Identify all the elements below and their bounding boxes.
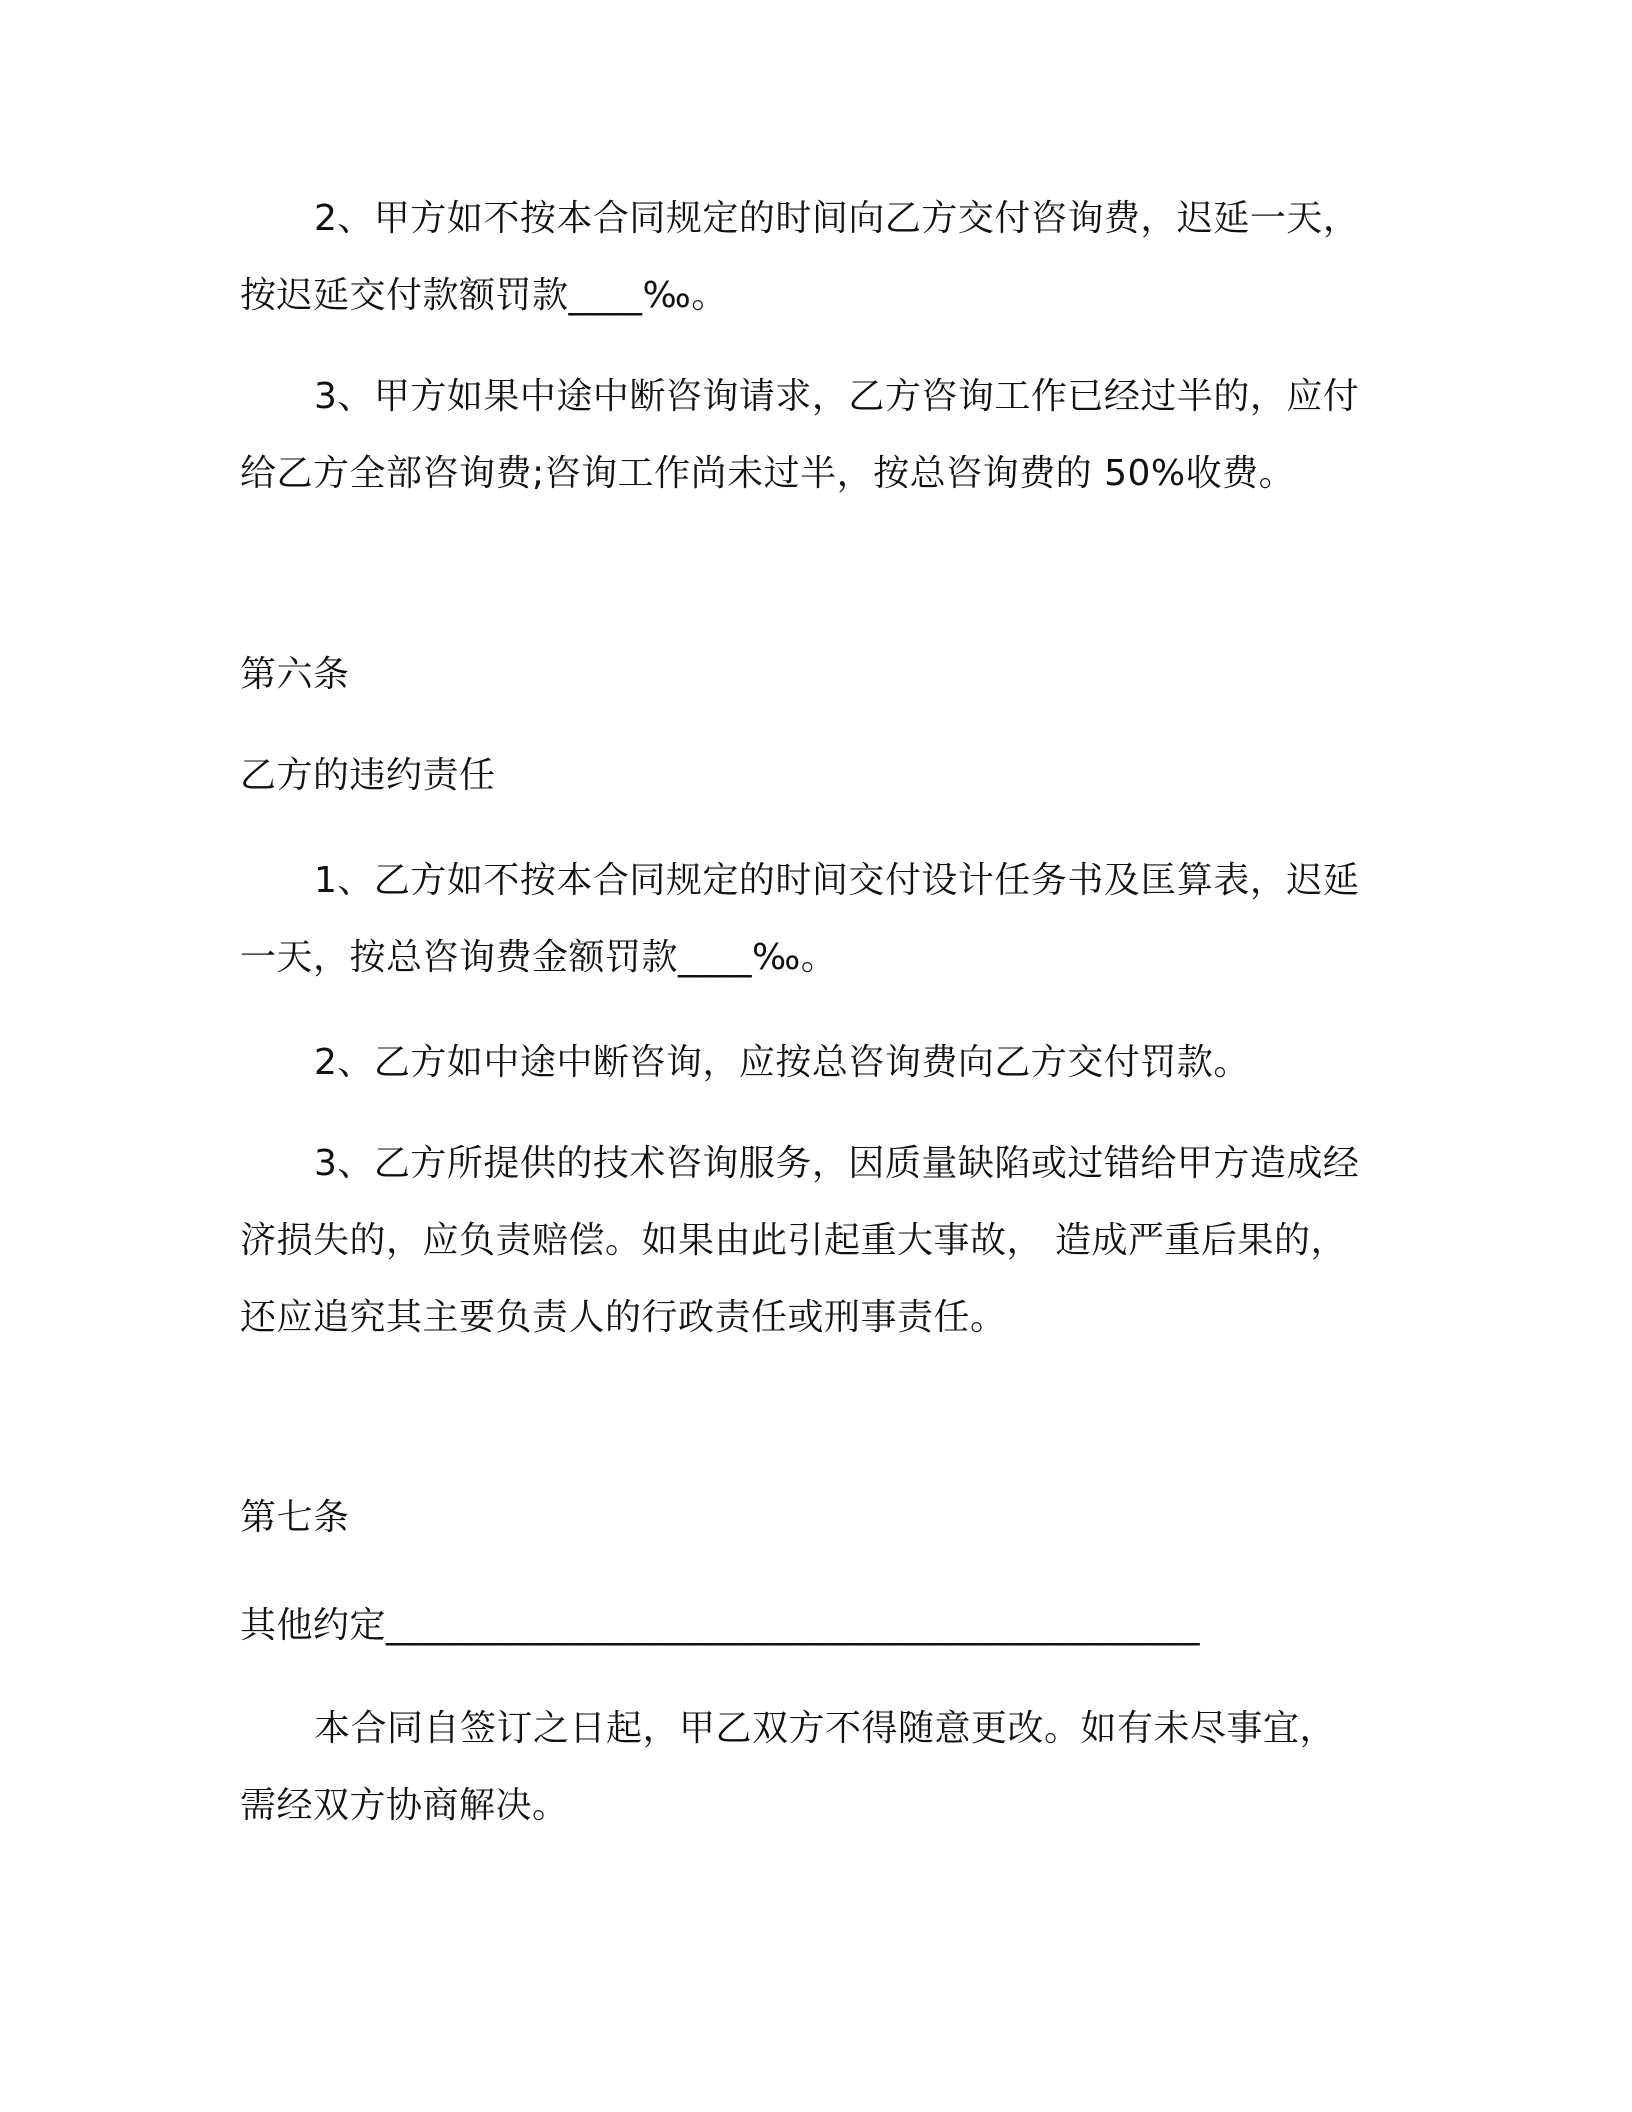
clause6-item1-line1: 1、乙方如不按本合同规定的时间交付设计任务书及匡算表，迟延 xyxy=(314,860,1360,901)
clause6-item1-line2: 一天，按总咨询费金额罚款____‰。 xyxy=(240,937,838,978)
clause5-item2-line1: 2、甲方如不按本合同规定的时间向乙方交付咨询费，迟延一天， xyxy=(314,198,1360,239)
clause5-item3-line2: 给乙方全部咨询费;咨询工作尚未过半，按总咨询费的 50%收费。 xyxy=(240,453,1296,494)
clause7-final-line1: 本合同自签订之日起，甲乙双方不得随意更改。如有未尽事宜， xyxy=(314,1708,1337,1749)
clause5-item3-line1: 3、甲方如果中途中断咨询请求，乙方咨询工作已经过半的，应付 xyxy=(314,376,1360,417)
clause7-other-agreement: 其他约定____________________________________________ xyxy=(240,1605,1201,1646)
clause6-heading: 第六条 xyxy=(240,654,350,695)
clause6-item3-line3: 还应追究其主要负责人的行政责任或刑事责任。 xyxy=(240,1297,1007,1338)
clause6-item3-line2: 济损失的，应负责赔偿。如果由此引起重大事故， 造成严重后果的， xyxy=(240,1220,1347,1261)
clause5-item2-line2: 按迟延交付款额罚款____‰。 xyxy=(240,275,728,316)
clause7-final-line2: 需经双方协商解决。 xyxy=(240,1785,569,1826)
clause7-heading: 第七条 xyxy=(240,1497,350,1538)
clause6-item3-line1: 3、乙方所提供的技术咨询服务，因质量缺陷或过错给甲方造成经 xyxy=(314,1143,1360,1184)
clause6-title: 乙方的违约责任 xyxy=(240,755,496,796)
clause6-item2-line1: 2、乙方如中途中断咨询，应按总咨询费向乙方交付罚款。 xyxy=(314,1042,1250,1083)
